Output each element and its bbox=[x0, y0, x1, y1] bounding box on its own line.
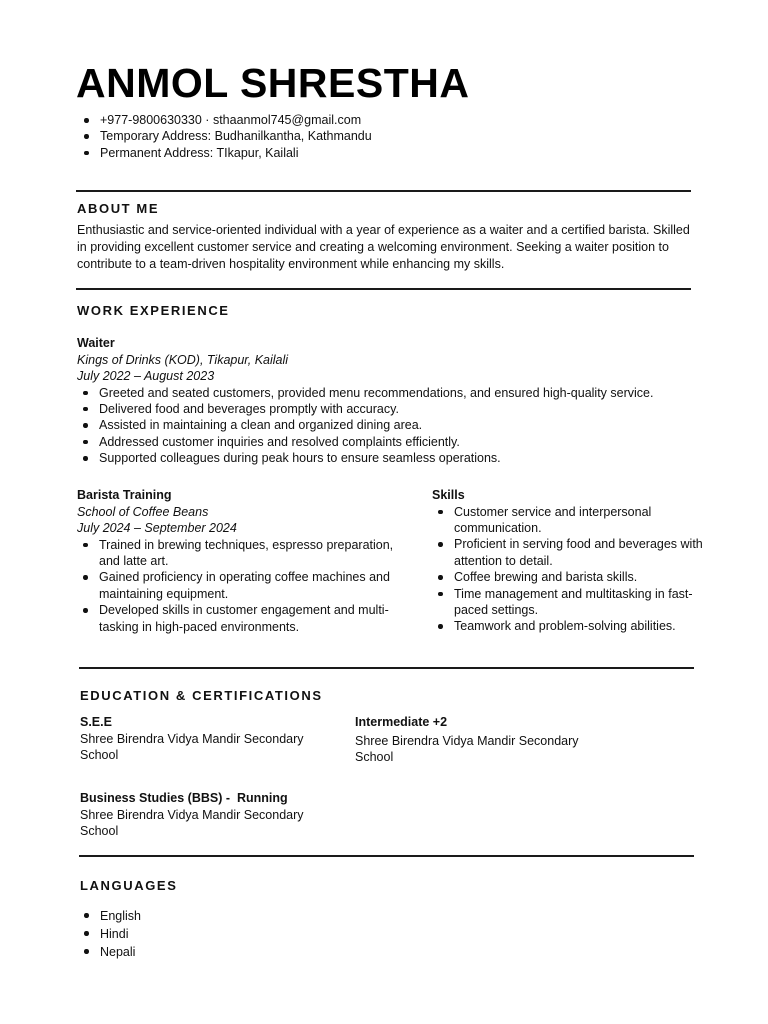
divider bbox=[79, 855, 694, 857]
job-bullet: Gained proficiency in operating coffee machines and maintaining equipment. bbox=[77, 569, 407, 602]
section-title-work: WORK EXPERIENCE bbox=[77, 303, 230, 318]
job-place: School of Coffee Beans bbox=[77, 504, 209, 519]
education-entry-bbs bbox=[80, 790, 325, 840]
language-item: Nepali bbox=[78, 943, 378, 961]
job-bullet: Supported colleagues during peak hours to ensure seamless operations. bbox=[77, 450, 691, 466]
education-degree: S.E.E bbox=[80, 715, 112, 729]
language-item: English bbox=[78, 907, 378, 925]
skills-list bbox=[432, 504, 717, 635]
job-dates: July 2022 – August 2023 bbox=[77, 369, 215, 383]
job-bullets bbox=[77, 385, 691, 467]
job-bullet: Assisted in maintaining a clean and organized dining area. bbox=[77, 417, 691, 433]
job-entry-waiter bbox=[77, 335, 691, 467]
education-school: Shree Birendra Vidya Mandir Secondary School bbox=[80, 807, 304, 838]
education-entry-see bbox=[80, 714, 325, 764]
education-entry-intermediate bbox=[355, 714, 600, 766]
contact-phone-email: +977-9800630330 · sthaanmol745@gmail.com bbox=[78, 112, 678, 128]
skill-item: Time management and multitasking in fast-paced settings. bbox=[432, 586, 717, 619]
job-entry-barista bbox=[77, 487, 407, 635]
job-bullet: Addressed customer inquiries and resolved complaints efficiently. bbox=[77, 434, 691, 450]
contact-permanent-address: Permanent Address: TIkapur, Kailali bbox=[78, 145, 678, 161]
skills-block bbox=[432, 487, 717, 635]
contact-list bbox=[78, 112, 678, 161]
education-degree: Intermediate +2 bbox=[355, 715, 448, 729]
job-role: Waiter bbox=[77, 336, 115, 350]
job-bullet: Greeted and seated customers, provided menu recommendations, and ensured high-quality service. bbox=[77, 385, 691, 401]
contact-temporary-address: Temporary Address: Budhanilkantha, Kathmandu bbox=[78, 128, 678, 144]
job-bullet: Delivered food and beverages promptly with accuracy. bbox=[77, 401, 691, 417]
skill-item: Proficient in serving food and beverages with attention to detail. bbox=[432, 536, 717, 569]
education-school: Shree Birendra Vidya Mandir Secondary School bbox=[355, 733, 579, 764]
job-bullet: Developed skills in customer engagement and multi-tasking in high-paced environments. bbox=[77, 602, 407, 635]
job-dates: July 2024 – September 2024 bbox=[77, 521, 237, 535]
divider bbox=[79, 667, 694, 669]
job-bullets bbox=[77, 537, 407, 635]
section-title-languages: LANGUAGES bbox=[80, 878, 178, 893]
education-school: Shree Birendra Vidya Mandir Secondary School bbox=[80, 731, 304, 762]
job-role: Barista Training bbox=[77, 488, 172, 502]
about-text: Enthusiastic and service-oriented individual with a year of experience as a waiter and a certified barista. Skilled in providing excellent customer service and creating a welcoming environment. Seeking a waiter position to contribute to a team-driven hospitality environment while enhancing my skills. bbox=[77, 223, 690, 271]
candidate-name: ANMOL SHRESTHA bbox=[76, 60, 470, 106]
job-place: Kings of Drinks (KOD), Tikapur, Kailali bbox=[77, 352, 289, 367]
language-item: Hindi bbox=[78, 925, 378, 943]
skills-title: Skills bbox=[432, 488, 465, 502]
education-degree: Business Studies (BBS) - Running bbox=[80, 791, 288, 805]
skill-item: Coffee brewing and barista skills. bbox=[432, 569, 717, 585]
divider bbox=[76, 190, 691, 192]
section-title-education: EDUCATION & CERTIFICATIONS bbox=[80, 688, 323, 703]
skill-item: Customer service and interpersonal communication. bbox=[432, 504, 717, 537]
job-bullet: Trained in brewing techniques, espresso preparation, and latte art. bbox=[77, 537, 407, 570]
section-title-about: ABOUT ME bbox=[77, 201, 160, 216]
skill-item: Teamwork and problem-solving abilities. bbox=[432, 618, 717, 634]
divider bbox=[76, 288, 691, 290]
languages-list bbox=[78, 907, 378, 961]
